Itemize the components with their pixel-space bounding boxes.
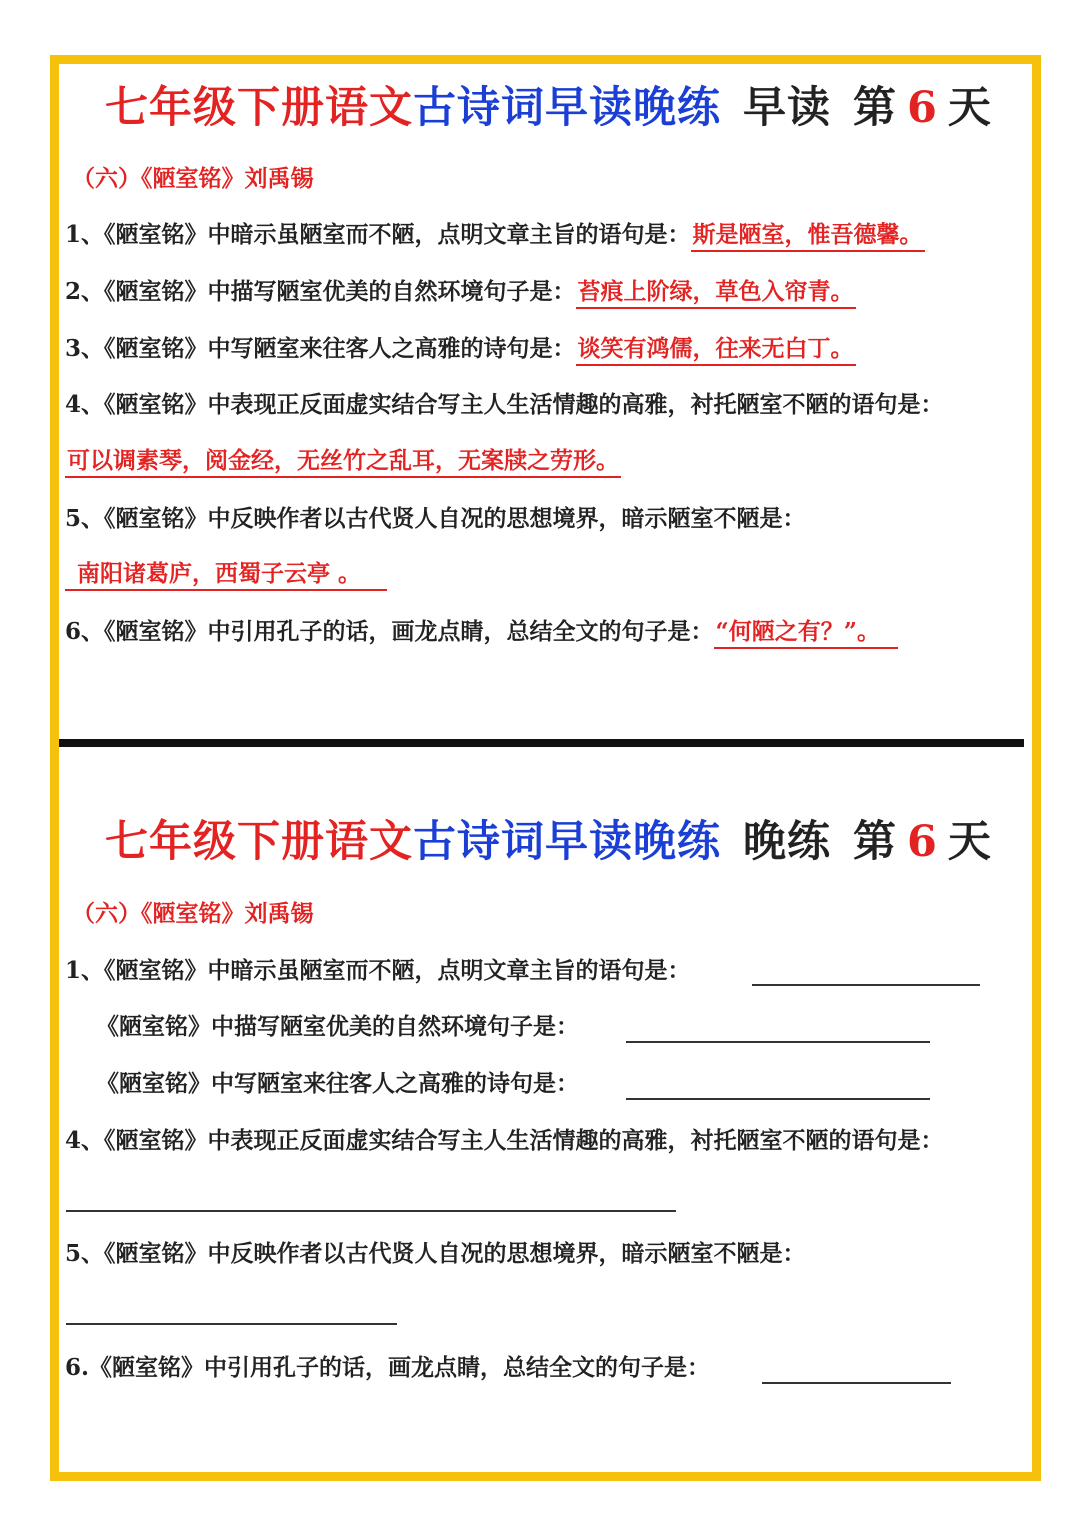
title-day-suffix: 天: [947, 817, 992, 867]
evening-question-6: [65, 1351, 710, 1385]
title-part2: 古诗词早读晚练: [413, 817, 721, 867]
evening-title: [105, 812, 992, 872]
question-text: 6、《陋室铭》中引用孔子的话，画龙点睛，总结全文的句子是：: [65, 618, 714, 645]
title-day-suffix: 天: [947, 83, 992, 133]
answer-blank-4[interactable]: [66, 1210, 676, 1212]
evening-question-3: [96, 1067, 579, 1101]
morning-subtitle: （六）《陋室铭》刘禹锡: [72, 165, 314, 192]
question-text: 1、《陋室铭》中暗示虽陋室而不陋，点明文章主旨的语句是：: [65, 221, 691, 248]
question-text: 4、《陋室铭》中表现正反面虚实结合写主人生活情趣的高雅，衬托陋室不陋的语句是：: [65, 1127, 944, 1154]
evening-question-1: [65, 954, 691, 988]
title-day-number: 6: [907, 83, 938, 133]
morning-title: [105, 78, 992, 138]
morning-question-1: [65, 218, 925, 252]
morning-answer-4: 可以调素琴，阅金经，无丝竹之乱耳，无案牍之劳形。: [65, 446, 621, 478]
question-text: 4、《陋室铭》中表现正反面虚实结合写主人生活情趣的高雅，衬托陋室不陋的语句是：: [65, 391, 944, 418]
title-mode: 早读: [743, 83, 831, 133]
answer-text: 苔痕上阶绿，草色入帘青。: [576, 277, 856, 309]
evening-subtitle: （六）《陋室铭》刘禹锡: [72, 900, 314, 927]
question-text: 3、《陋室铭》中写陋室来往客人之高雅的诗句是：: [65, 335, 576, 362]
section-divider: [59, 739, 1024, 747]
morning-question-3: [65, 332, 856, 366]
title-part2: 古诗词早读晚练: [413, 83, 721, 133]
answer-blank-6[interactable]: [762, 1382, 951, 1384]
title-day-number: 6: [907, 817, 938, 867]
morning-question-6: [65, 615, 898, 649]
morning-answer-5: 南阳诸葛庐，西蜀子云亭 。: [65, 559, 387, 591]
title-part1: 七年级下册语文: [105, 83, 413, 133]
question-text: 6.《陋室铭》中引用孔子的话，画龙点睛，总结全文的句子是：: [65, 1354, 711, 1381]
morning-question-2: [65, 275, 856, 309]
evening-question-2: [96, 1010, 579, 1044]
question-text: 2、《陋室铭》中描写陋室优美的自然环境句子是：: [65, 278, 576, 305]
morning-question-5: [65, 502, 806, 536]
answer-blank-3[interactable]: [626, 1098, 930, 1100]
question-text: 1、《陋室铭》中暗示虽陋室而不陋，点明文章主旨的语句是：: [65, 957, 691, 984]
answer-blank-1[interactable]: [752, 984, 980, 986]
answer-text: 谈笑有鸿儒，往来无白丁。: [576, 334, 856, 366]
title-mode: 晚练: [743, 817, 831, 867]
morning-question-4: [65, 388, 944, 422]
question-text: 《陋室铭》中描写陋室优美的自然环境句子是：: [96, 1013, 579, 1040]
answer-blank-2[interactable]: [626, 1041, 930, 1043]
title-day-prefix: 第: [853, 83, 897, 133]
question-text: 《陋室铭》中写陋室来往客人之高雅的诗句是：: [96, 1070, 579, 1097]
question-text: 5、《陋室铭》中反映作者以古代贤人自况的思想境界，暗示陋室不陋是：: [65, 1240, 806, 1267]
title-day-prefix: 第: [853, 817, 897, 867]
answer-blank-5[interactable]: [66, 1323, 397, 1325]
evening-question-5: [65, 1237, 806, 1271]
question-text: 5、《陋室铭》中反映作者以古代贤人自况的思想境界，暗示陋室不陋是：: [65, 505, 806, 532]
answer-text: “何陋之有？”。: [714, 617, 898, 649]
evening-question-4: [65, 1124, 944, 1158]
answer-text: 斯是陋室，惟吾德馨。: [691, 220, 925, 252]
title-part1: 七年级下册语文: [105, 817, 413, 867]
